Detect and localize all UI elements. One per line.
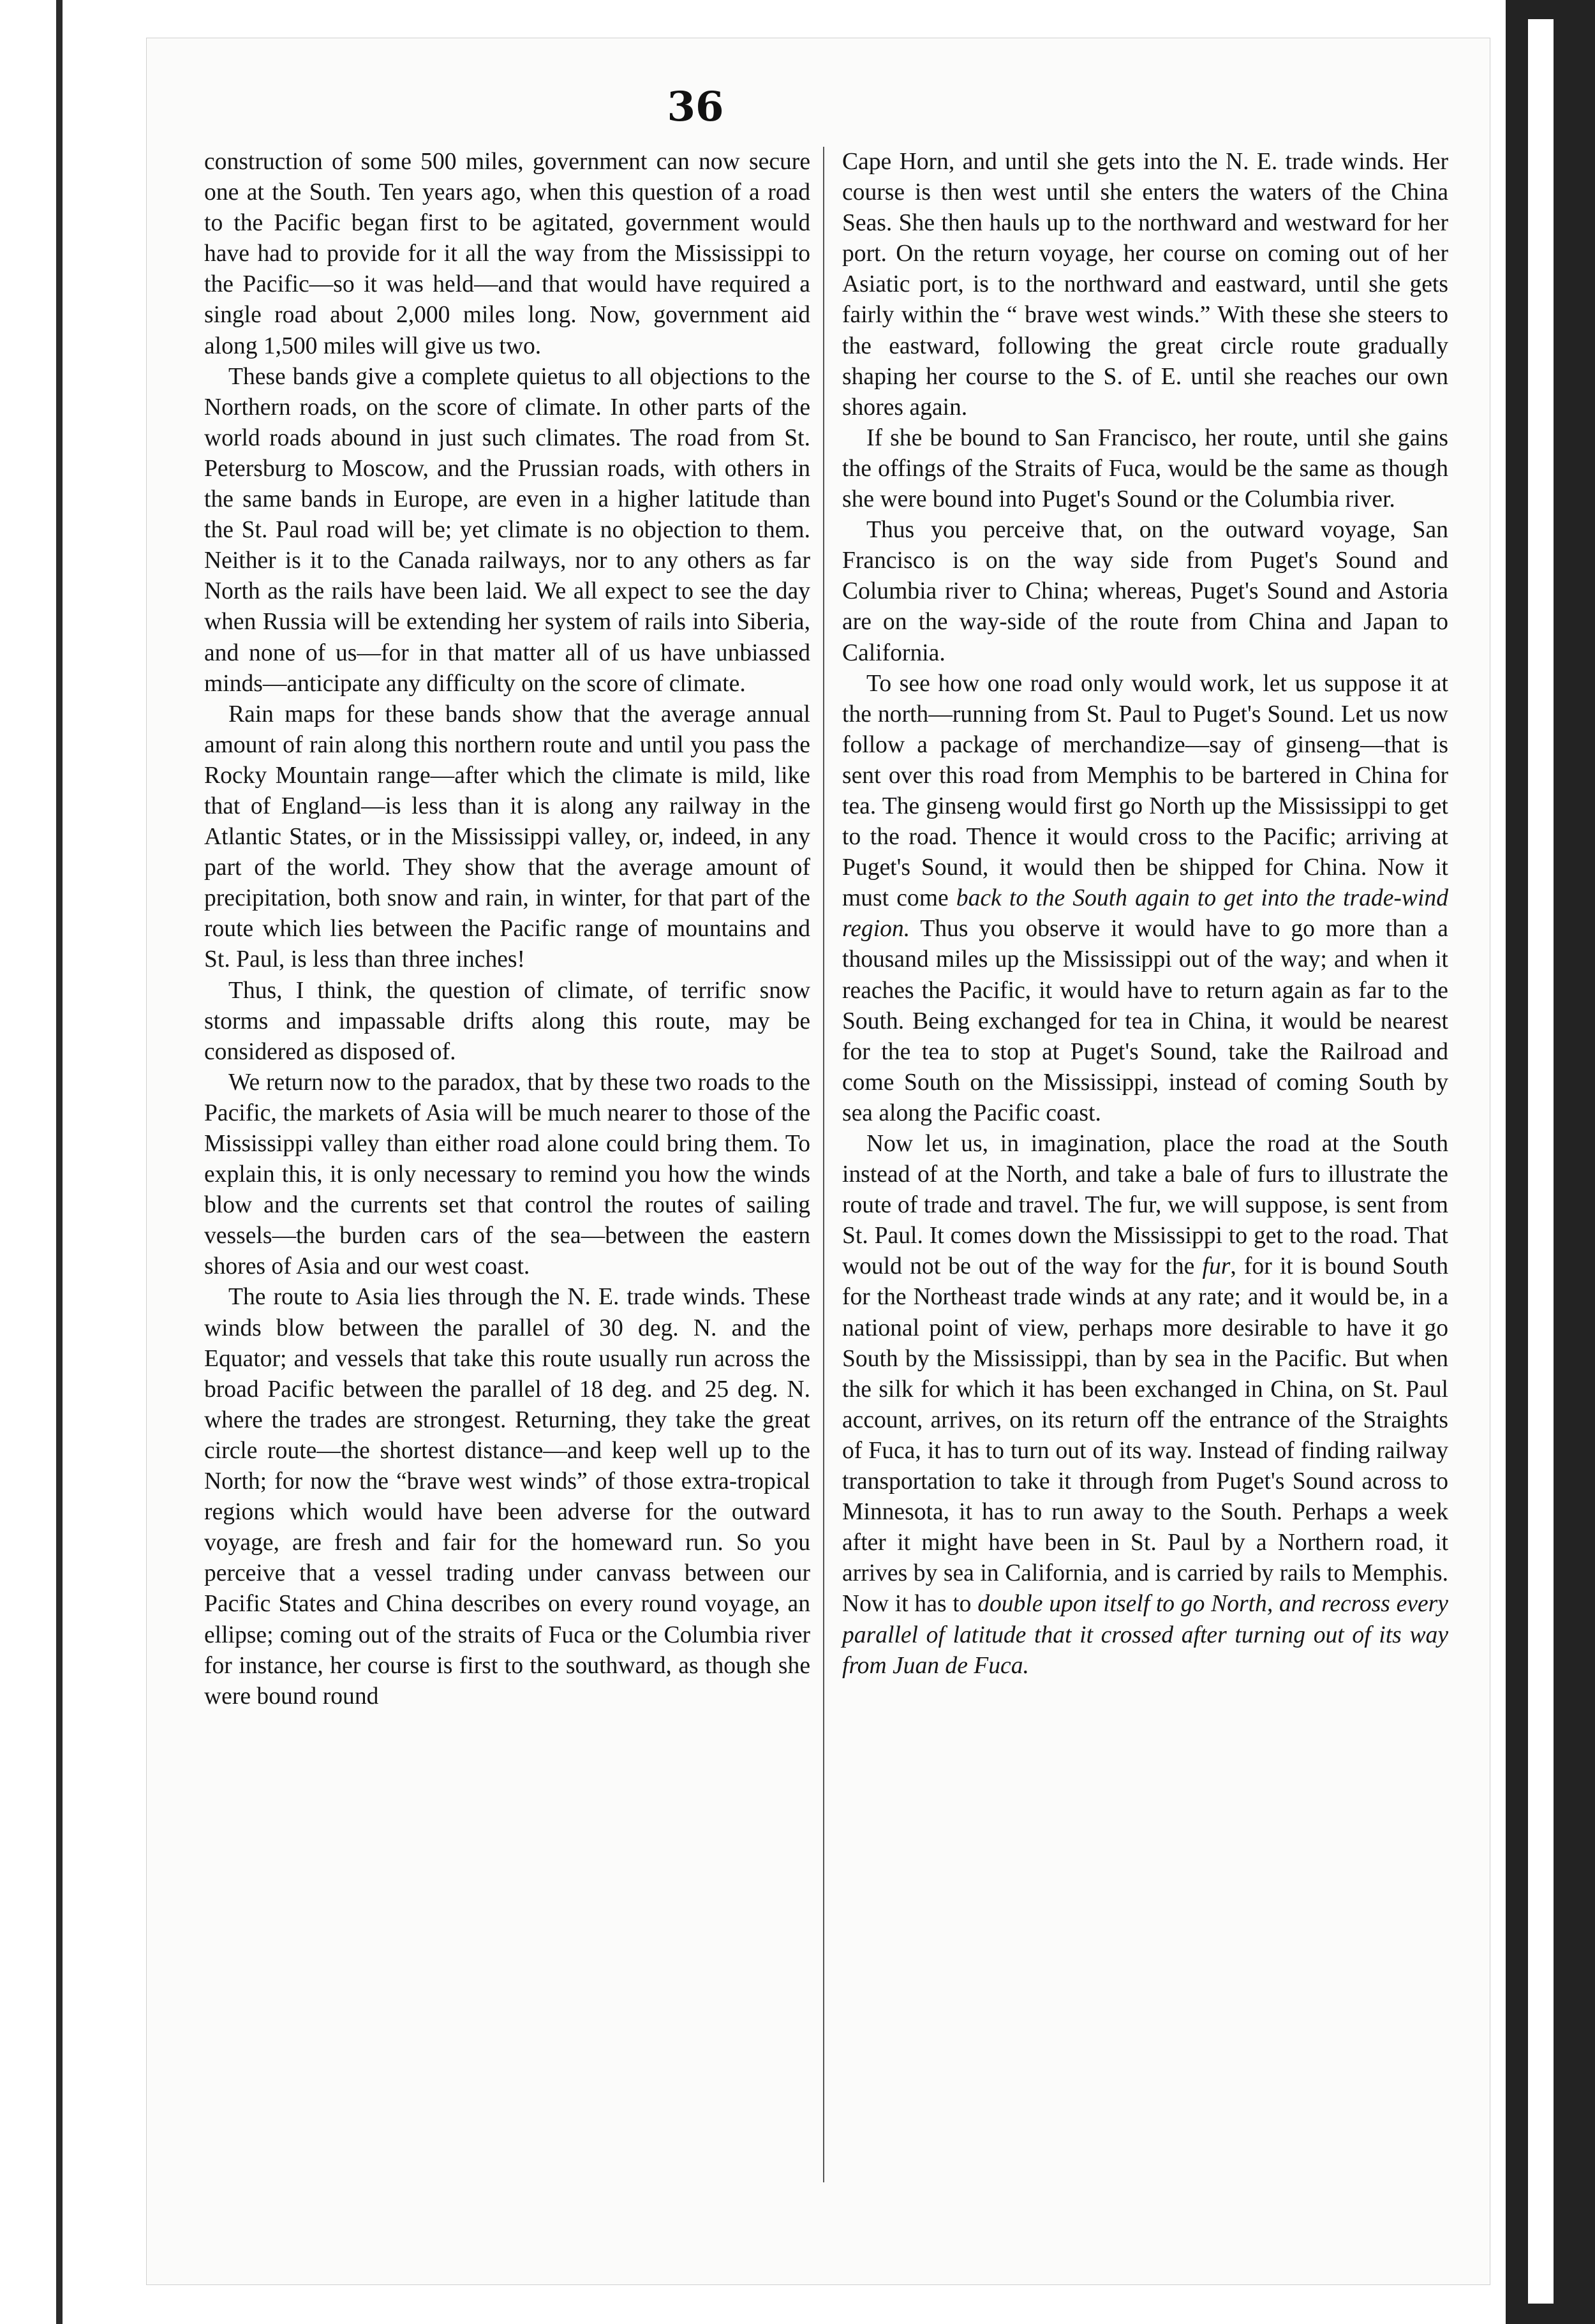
text-run: Thus you observe it would have to go more than a thousand miles up the Mississippi out of the way; and when it reaches the Pacific, it would have to return again as far to the South. Being exchanged for tea in China, it would be nearest for the tea to stop at Puget's Sound, take the Railroad and come South on the Mississippi, instead of coming South by sea along the Pacific coast. bbox=[842, 916, 1448, 1126]
right-column bbox=[842, 147, 1448, 1681]
paragraph: Rain maps for these bands show that the average annual amount of rain along this northern route and until you pass the Rocky Mountain range—after which the climate is mild, like that of England—is less than it is along any railway in the Atlantic States, or in the Mississippi valley, or, indeed, in any part of the world. They show that the average amount of precipitation, both snow and rain, in winter, for that part of the route which lies between the Pacific range of mountains and St. Paul, is less than three inches! bbox=[204, 701, 810, 973]
paragraph: Thus you perceive that, on the outward voyage, San Francisco is on the way side from Puget's Sound and Columbia river to China; whereas, Puget's Sound and Astoria are on the way-side of the route from China and Japan to California. bbox=[842, 517, 1448, 666]
paragraph: These bands give a complete quietus to all objections to the Northern roads, on the score of climate. In other parts of the world roads abound in just such climates. The road from St. Petersburg to Moscow, and the Prussian roads, with others in the same bands in Europe, are even in a higher latitude than the St. Paul road will be; yet climate is no objection to them. Neither is it to the Canada railways, nor to any others as far North as the rails have been laid. We all expect to see the day when Russia will be extending her system of rails into Siberia, and none of us—for in that matter all of us have unbiassed minds—anticipate any difficulty on the score of climate. bbox=[204, 363, 810, 697]
paragraph: The route to Asia lies through the N. E. trade winds. These winds blow between the parallel of 30 deg. N. and the Equator; and vessels that take this route usually run across the broad Pacific between the parallel of 18 deg. and 25 deg. N. where the trades are strongest. Returning, they take the great circle route—the shortest distance—and keep well up to the North; for now the “brave west winds” of those extra-tropical regions which would have been adverse for the outward voyage, are fresh and fair for the homeward run. So you perceive that a vessel trading under canvass between our Pacific States and China describes on every round voyage, an ellipse; coming out of the straits of Fuca or the Columbia river for instance, her course is first to the southward, as though she were bound round bbox=[204, 1284, 810, 1709]
italic-text: back to the South again to get into the trade-wind region. bbox=[842, 885, 1448, 942]
text-run: Now let us, in imagination, place the road at the South instead of at the North, and take a bale of furs to illustrate the route of trade and travel. The fur, we will suppose, is sent from St. Paul. It comes down the Mississippi to get to the road. That would not be out of the way for the bbox=[842, 1131, 1448, 1280]
paragraph: construction of some 500 miles, government can now secure one at the South. Ten years ago, when this question of a road to the Pacific began first to be agitated, government would have had to provide for it all the way from the Mississippi to the Pacific—so it was held—and that would have required a single road about 2,000 miles long. Now, government aid along 1,500 miles will give us two. bbox=[204, 149, 810, 359]
paragraph: Cape Horn, and until she gets into the N. E. trade winds. Her course is then west until she enters the waters of the China Seas. She then hauls up to the northward and westward for her port. On the return voyage, her course on coming out of her Asiatic port, is to the northward and eastward, until she gets fairly within the “ brave west winds.” With these she steers to the eastward, following the great circle route gradually shaping her course to the S. of E. until she reaches our own shores again. bbox=[842, 149, 1448, 421]
scan-binding-edge bbox=[56, 0, 63, 2324]
scan-page-edge-paper bbox=[1528, 19, 1554, 2304]
text-run: , for it is bound South for the Northeast trade winds at any rate; and it would be, in a national point of view, perhaps more desirable to have it go South by the Mississippi, than by sea in the Pacific. But when the silk for which it has been exchanged in China, on St. Paul account, arrives, on its return off the entrance of the Straights of Fuca, it has to turn out of its way. Instead of finding railway transportation to take it through from Puget's Sound across to Minnesota, it has to run away to the South. Perhaps a week after it might have been in St. Paul by a Northern road, it arrives by sea in California, and is carried by rails to Memphis. Now it has to bbox=[842, 1253, 1449, 1618]
column-divider bbox=[823, 147, 824, 2182]
page-number: 36 bbox=[667, 83, 724, 131]
paragraph bbox=[842, 1129, 1448, 1681]
paragraph: We return now to the paradox, that by these two roads to the Pacific, the markets of Asia will be much nearer to those of the Mississippi valley than either road alone could bring them. To explain this, it is only necessary to remind you how the winds blow and the currents set that control the routes of sailing vessels—the burden cars of the sea—between the eastern shores of Asia and our west coast. bbox=[204, 1069, 810, 1280]
italic-text: double upon itself to go North, and recross every parallel of latitude that it crossed after turning out of its way from Juan de Fuca. bbox=[842, 1591, 1448, 1679]
text-run: To see how one road only would work, let us suppose it at the north—running from St. Paul to Puget's Sound. Let us now follow a package of merchandize—say of ginseng—that is sent over this road from Memphis to be bartered in China for tea. The ginseng would first go North up the Mississippi to get to the road. Thence it would cross to the Pacific; arriving at Puget's Sound, it would then be shipped for China. Now it must come bbox=[842, 670, 1448, 912]
paragraph: If she be bound to San Francisco, her route, until she gains the offings of the Straits of Fuca, would be the same as though she were bound into Puget's Sound or the Columbia river. bbox=[842, 424, 1448, 513]
italic-text: fur bbox=[1202, 1253, 1231, 1280]
left-column bbox=[204, 147, 810, 1712]
paragraph: Thus, I think, the question of climate, of terrific snow storms and impassable drifts along this route, may be considered as disposed of. bbox=[204, 977, 810, 1065]
paragraph bbox=[842, 669, 1448, 1129]
